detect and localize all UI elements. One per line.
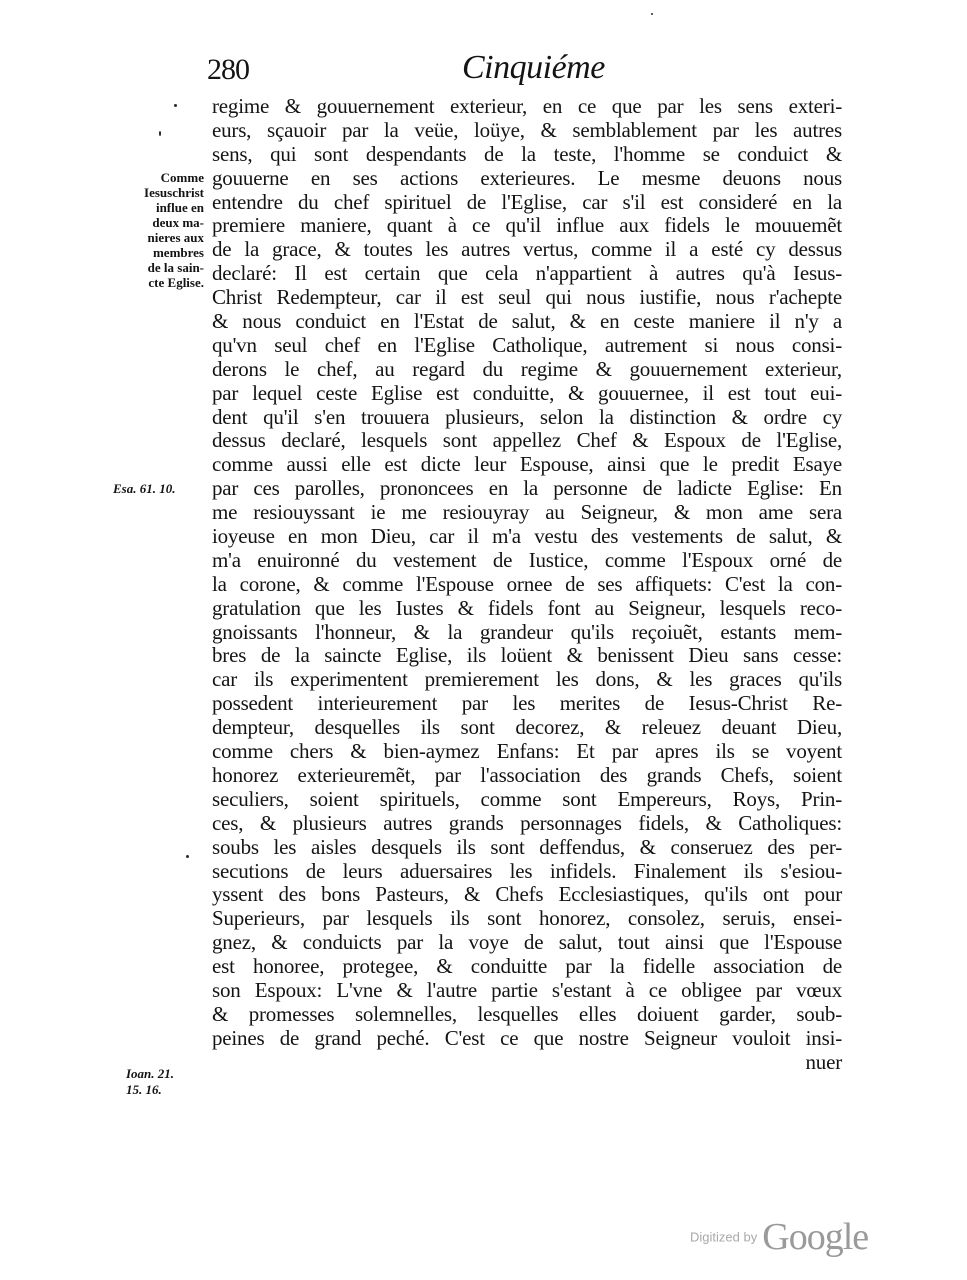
text-line: comme chers & bien-aymez Enfans: Et par apres ils se voyent <box>212 739 842 764</box>
text-line: gnoissants l'honneur, & la grandeur qu'ils reçoiuẽt, estants mem- <box>212 619 842 644</box>
text-line: ces, & plusieurs autres grands personnages fidels, & Catholiques: <box>212 810 842 835</box>
running-head: Cinquiéme <box>462 49 605 86</box>
margin-ref-john-line: Ioan. 21. <box>126 1066 175 1081</box>
margin-ref-isaiah: Esa. 61. 10. <box>113 481 176 496</box>
margin-note-line: Comme <box>160 170 204 185</box>
catchword: nuer <box>805 1049 842 1074</box>
margin-note-line: influe en <box>155 200 204 215</box>
text-line: Superieurs, par lesquels ils sont honorez, consolez, seruis, ensei- <box>212 906 842 931</box>
text-line: dent qu'il s'en trouuera plusieurs, selon la distinction & ordre cy <box>212 404 842 429</box>
text-line: soubs les aisles desquels ils sont deffendus, & conseruez des per- <box>212 834 842 859</box>
text-line: dessus declaré, lesquels sont appellez Chef & Espoux de l'Eglise, <box>212 428 842 453</box>
text-line: possedent interieurement par les merites de Iesus-Christ Re- <box>212 691 842 716</box>
margin-note-line: deux ma- <box>152 215 204 230</box>
ink-speck <box>174 104 177 107</box>
text-line: car ils experimentent premierement les dons, & les graces qu'ils <box>212 667 842 692</box>
text-line: comme aussi elle est dicte leur Espouse, ainsi que le predit Esaye <box>212 452 842 477</box>
text-line: secutions de leurs aduersaires les infidels. Finalement ils s'esiou- <box>212 858 842 883</box>
google-logo: Google <box>762 1216 869 1258</box>
margin-note-line: cte Eglise. <box>148 275 204 290</box>
text-line: est honoree, protegee, & conduitte par la fidelle association de <box>212 954 842 979</box>
margin-ref-john-line: 15. 16. <box>126 1082 162 1097</box>
margin-ref-john <box>126 1066 192 1098</box>
margin-note <box>112 170 204 290</box>
ink-speck <box>186 855 189 858</box>
text-line: sens, qui sont despendants de la teste, l'homme se conduict & <box>212 141 842 166</box>
text-line: son Espoux: L'vne & l'autre partie s'estant à ce obligee par vœux <box>212 977 842 1002</box>
text-line: Christ Redempteur, car il est seul qui nous iustifie, nous r'achepte <box>212 285 842 310</box>
ink-speck <box>159 131 161 136</box>
text-line: seculiers, soient spirituels, comme sont Empereurs, Roys, Prin- <box>212 786 842 811</box>
text-line: & nous conduict en l'Estat de salut, & en ceste maniere il n'y a <box>212 309 842 334</box>
digitized-watermark <box>690 1215 868 1259</box>
text-line: la corone, & comme l'Espouse ornee de ses affiquets: C'est la con- <box>212 571 842 596</box>
text-line: honorez exterieuremẽt, par l'association des grands Chefs, soient <box>212 762 842 787</box>
text-line: declaré: Il est certain que cela n'appartient à autres qu'à Iesus- <box>212 261 842 286</box>
margin-note-line: Iesuschrist <box>144 185 204 200</box>
margin-note-line: de la sain- <box>147 260 204 275</box>
text-line: gratulation que les Iustes & fidels font au Seigneur, lesquels reco- <box>212 595 842 620</box>
ink-speck <box>651 13 653 15</box>
text-line: premiere maniere, quant à ce qu'il influe aux fidels le mouuemẽt <box>212 213 842 238</box>
text-line: derons le chef, au regard du regime & gouuernement exterieur, <box>212 356 842 381</box>
text-line: par lequel ceste Eglise est conduitte, & gouuernee, il est tout eui- <box>212 380 842 405</box>
text-line: gouuerne en ses actions exterieures. Le mesme deuons nous <box>212 165 842 190</box>
text-line: bres de la saincte Eglise, ils loüent & benissent Dieu sans cesse: <box>212 643 842 668</box>
text-line: & promesses solemnelles, lesquelles elles doiuent garder, soub- <box>212 1001 842 1026</box>
text-line: dempteur, desquelles ils sont decorez, & releuez deuant Dieu, <box>212 715 842 740</box>
text-line: ioyeuse en mon Dieu, car il m'a vestu des vestements de salut, & <box>212 524 842 549</box>
text-line: par ces parolles, prononcees en la personne de ladicte Eglise: En <box>212 476 842 501</box>
text-line: me resiouyssant ie me resiouyray au Seigneur, & mon ame sera <box>212 500 842 525</box>
text-line: yssent des bons Pasteurs, & Chefs Ecclesiastiques, qu'ils ont pour <box>212 882 842 907</box>
text-line: m'a enuironné du vestement de Iustice, comme l'Espoux orné de <box>212 547 842 572</box>
text-line: gnez, & conduicts par la voye de salut, tout ainsi que l'Espouse <box>212 930 842 955</box>
page-number: 280 <box>207 53 249 86</box>
text-line: qu'vn seul chef en l'Eglise Catholique, autrement si nous consi- <box>212 332 842 357</box>
text-line: regime & gouuernement exterieur, en ce que par les sens exteri- <box>212 94 842 118</box>
margin-note-line: membres <box>152 245 204 260</box>
digitized-by-label: Digitized by <box>690 1229 758 1245</box>
text-line: de la grace, & toutes les autres vertus, comme il a esté cy dessus <box>212 237 842 262</box>
text-line: entendre du chef spirituel de l'Eglise, car s'il est consideré en la <box>212 189 842 214</box>
margin-note-line: nieres aux <box>147 230 204 245</box>
text-line: peines de grand peché. C'est ce que nostre Seigneur vouloit insi- <box>212 1025 842 1050</box>
body-text <box>212 95 842 1075</box>
text-line: eurs, sçauoir par la veüe, loüye, & semblablement par les autres <box>212 117 842 142</box>
